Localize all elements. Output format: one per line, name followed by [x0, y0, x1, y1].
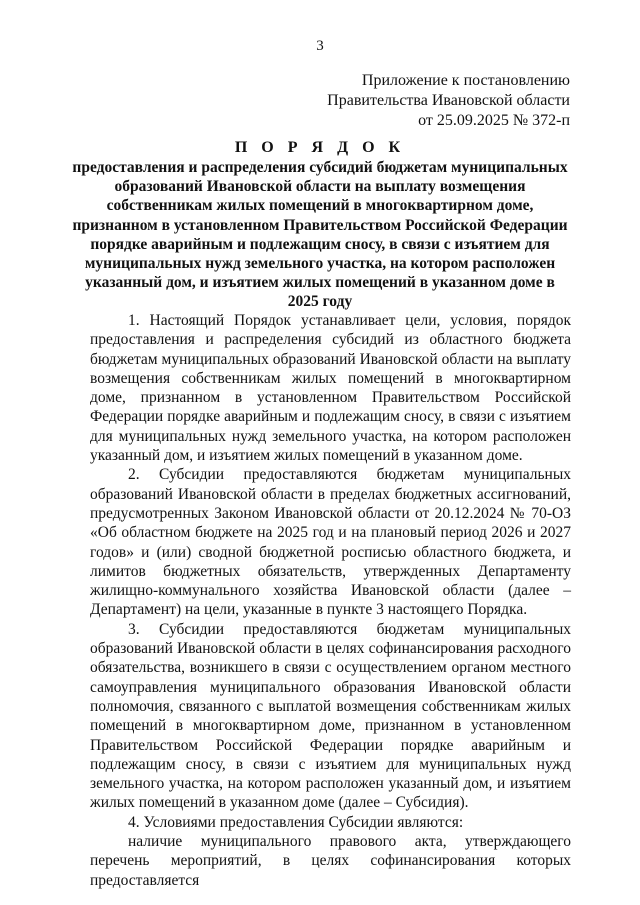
appendix-header	[327, 71, 570, 131]
appendix-line: от 25.09.2025 № 372-п	[418, 112, 570, 129]
document-subtitle: предоставления и распределения субсидий бюджетам муниципальных образований Ивановской области на выплату возмещения собственникам жилых помещений в многоквартирном доме, признанном в установленном Правительством Российской Федерации порядке аварийным и подлежащим сносу, в связи с изъятием для муниципальных нужд земельного участка, на котором расположен указанный дом, и изъятием жилых помещений в указанном доме в 2025 году	[72, 159, 568, 311]
paragraph-4: 4. Условиями предоставления Субсидии являются:	[128, 813, 464, 831]
appendix-line: Приложение к постановлению	[361, 72, 570, 89]
paragraph-5: наличие муниципального правового акта, утверждающего перечень мероприятий, в целях софинансирования которых предоставляется	[90, 833, 571, 889]
appendix-line: Правительства Ивановской области	[327, 92, 570, 109]
paragraph-3: 3. Субсидии предоставляются бюджетам муниципальных образований Ивановской области в целях софинансирования расходного обязательства, возникшего в связи с осуществлением органом местного самоуправления муниципального образования Ивановской области полномочия, связанного с выплатой возмещения собственникам жилых помещений в многоквартирном доме, признанном в установленном Правительством Российской Федерации порядке аварийным и подлежащим сносу, в связи с изъятием для муниципальных нужд земельного участка, на котором расположен указанный дом, и изъятием жилых помещений в указанном доме (далее – Субсидия).	[90, 620, 571, 812]
paragraph-1: 1. Настоящий Порядок устанавливает цели, условия, порядок предоставления и распределения субсидий из областного бюджета бюджетам муниципальных образований Ивановской области на выплату возмещения собственникам жилых помещений в многоквартирном доме, признанном в установленном Правительством Российской Федерации порядке аварийным и подлежащим сносу, в связи с изъятием для муниципальных нужд земельного участка, на котором расположен указанный дом, и изъятием жилых помещений в указанном доме.	[90, 312, 571, 465]
page-number: 3	[316, 38, 324, 54]
document-body	[90, 311, 571, 890]
document-title: П О Р Я Д О К	[234, 139, 406, 156]
paragraph-2: 2. Субсидии предоставляются бюджетам муниципальных образований Ивановской области в пределах бюджетных ассигнований, предусмотренных Законом Ивановской области от 20.12.2024 № 70-ОЗ «Об областном бюджете на 2025 год и на плановый период 2026 и 2027 годов» и (или) сводной бюджетной росписью областного бюджета, и лимитов бюджетных обязательств, утвержденных Департаменту жилищно-коммунального хозяйства Ивановской области (далее – Департамент) на цели, указанные в пункте 3 настоящего Порядка.	[90, 466, 571, 619]
